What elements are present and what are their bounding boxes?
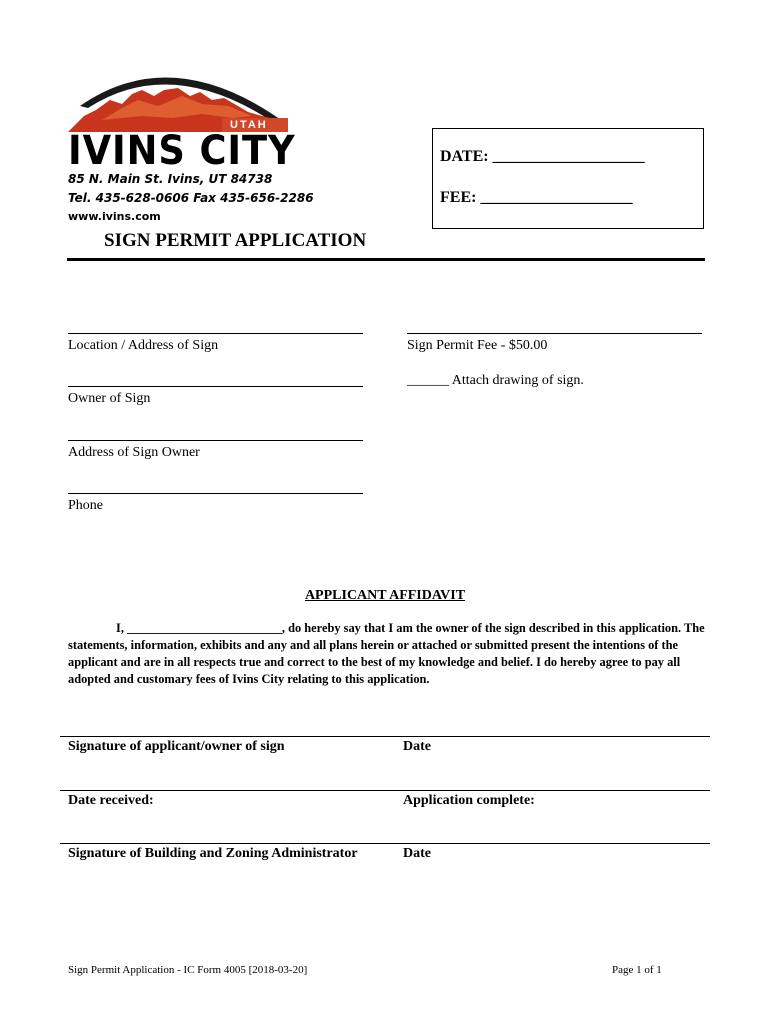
logo-state-label: UTAH (230, 119, 268, 131)
admin-date-label: Date (403, 846, 431, 861)
form-id-footer: Sign Permit Application - IC Form 4005 [2018-03-20] (68, 964, 308, 976)
affidavit-heading: APPLICANT AFFIDAVIT (304, 588, 466, 603)
title-divider (67, 258, 705, 261)
page-number: Page 1 of 1 (612, 964, 662, 976)
city-phone-fax: Tel. 435-628-0606 Fax 435-656-2286 (68, 191, 314, 205)
office-use-box (432, 128, 704, 229)
city-address: 85 N. Main St. Ivins, UT 84738 (68, 172, 273, 186)
application-complete-label: Application complete: (403, 793, 535, 808)
fee-field[interactable]: FEE: ___________________ (440, 189, 633, 206)
applicant-date-label: Date (403, 739, 431, 754)
location-input-line[interactable] (68, 333, 363, 334)
owner-address-label: Address of Sign Owner (68, 445, 200, 460)
fee-input-line[interactable] (407, 333, 702, 334)
attach-drawing-checkline[interactable]: ______ Attach drawing of sign. (407, 373, 584, 388)
ivins-city-logo (62, 60, 292, 136)
phone-label: Phone (68, 498, 103, 513)
city-website: www.ivins.com (68, 210, 161, 223)
city-name: IVINS CITY (68, 128, 296, 174)
admin-signature-line[interactable] (60, 843, 710, 844)
applicant-signature-label: Signature of applicant/owner of sign (68, 739, 285, 754)
owner-label: Owner of Sign (68, 391, 151, 406)
sign-permit-fee-label: Sign Permit Fee - $50.00 (407, 338, 548, 353)
date-received-line[interactable] (60, 790, 710, 791)
affidavit-body: I, _________________________, do hereby say that I am the owner of the sign described in this application. The statements, information, exhibits and any and all plans herein or attached or submitted present the intentions of the applicant and are in all respects true and correct to the best of my knowledge and belief. I do hereby agree to pay all adopted and customary fees of Ivins City relating to this application. (68, 621, 705, 686)
phone-input-line[interactable] (68, 493, 363, 494)
owner-address-input-line[interactable] (68, 440, 363, 441)
date-received-label: Date received: (68, 793, 154, 808)
owner-input-line[interactable] (68, 386, 363, 387)
applicant-signature-line[interactable] (60, 736, 710, 737)
location-label: Location / Address of Sign (68, 338, 219, 353)
page-title: SIGN PERMIT APPLICATION (104, 230, 367, 251)
admin-signature-label: Signature of Building and Zoning Administrator (68, 846, 358, 861)
date-field[interactable]: DATE: ___________________ (440, 148, 645, 165)
